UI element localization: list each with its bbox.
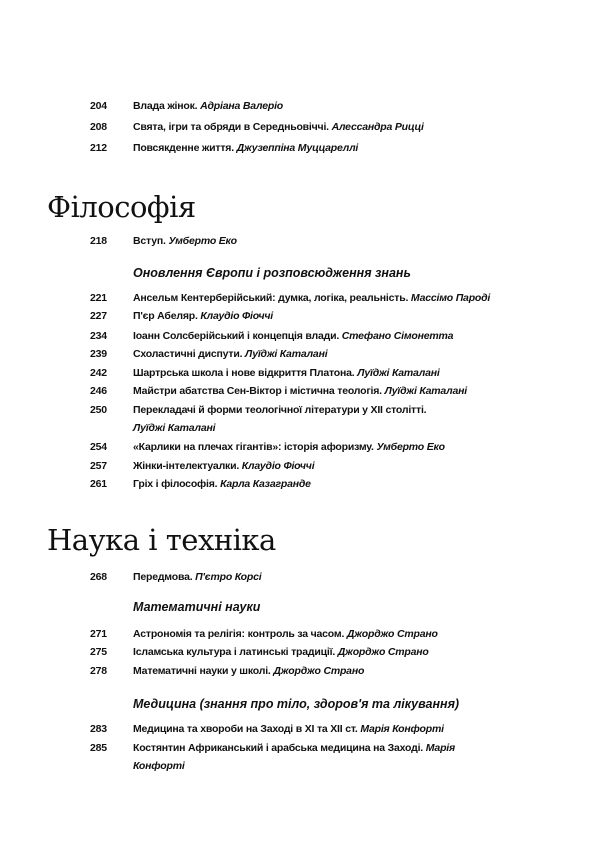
entry-title: Перекладачі й форми теологічної літератури у XII столітті. bbox=[133, 404, 427, 416]
entry-author: Адріана Валеріо bbox=[200, 100, 283, 112]
entry-author: Карла Казагранде bbox=[220, 478, 311, 490]
entry-author: Массімо Пароді bbox=[410, 292, 491, 304]
entry-author: Умберто Еко bbox=[376, 441, 445, 453]
page-number: 254 bbox=[90, 441, 107, 453]
entry-author: Стефано Сімонетта bbox=[341, 330, 454, 342]
entry-title: Медицина та хвороби на Заході в XI та XII ст. bbox=[133, 723, 358, 735]
page-number: 234 bbox=[90, 330, 107, 342]
entry-title: Жінки-інтелектуалки. bbox=[133, 460, 240, 472]
entry-title: Математичні науки у школі. bbox=[133, 665, 271, 677]
page-number: 285 bbox=[90, 742, 107, 754]
entry-title: «Карлики на плечах гігантів»: історія афоризму. bbox=[133, 441, 374, 453]
entry-author: Луїджі Каталані bbox=[245, 348, 328, 360]
entry-title: Майстри абатства Сен-Віктор і містична теологія. bbox=[133, 385, 382, 397]
entry-title: Повсякденне життя. bbox=[133, 142, 234, 154]
entry-title: Свята, ігри та обряди в Середньовіччі. bbox=[133, 121, 329, 133]
entry-title: Іоанн Солсберійський і концепція влади. bbox=[133, 330, 340, 342]
page-number: 227 bbox=[90, 310, 107, 322]
entry-title: Костянтин Африканський і арабська медицина на Заході. bbox=[133, 742, 424, 754]
entry-author: Луїджі Каталані bbox=[384, 385, 468, 397]
entry-title: Гріх і філософія. bbox=[133, 478, 218, 490]
entry-author: П'єтро Корсі bbox=[195, 571, 262, 583]
entry-title: Ансельм Кентерберійський: думка, логіка, реальність. bbox=[133, 292, 409, 304]
page-number: 283 bbox=[90, 723, 107, 735]
entry-title: Передмова. bbox=[133, 571, 193, 583]
subsection-heading: Медицина (знання про тіло, здоров'я та лікування) bbox=[133, 697, 460, 711]
page-number: 261 bbox=[90, 478, 107, 490]
entry-title: Шартрська школа і нове відкриття Платона. bbox=[133, 367, 355, 379]
entry-title: Схоластичні диспути. bbox=[133, 348, 243, 360]
entry-author: Джорджо Страно bbox=[337, 646, 429, 658]
page-number: 257 bbox=[90, 460, 107, 472]
section-heading: Філософія bbox=[47, 190, 196, 224]
entry-author: Алессандра Рицці bbox=[331, 121, 424, 133]
entry-author: Марія Конфорті bbox=[133, 742, 455, 772]
entry-author: Марія Конфорті bbox=[360, 723, 444, 735]
page-number: 221 bbox=[90, 292, 107, 304]
entry-author: Умберто Еко bbox=[168, 235, 237, 247]
entry-author: Луїджі Каталані bbox=[357, 367, 440, 379]
subsection-heading: Математичні науки bbox=[133, 600, 261, 614]
page-number: 250 bbox=[90, 404, 107, 416]
page-number: 278 bbox=[90, 665, 107, 677]
entry-title: Астрономія та релігія: контроль за часом. bbox=[133, 628, 345, 640]
entry-title: Влада жінок. bbox=[133, 100, 198, 112]
entry-author: Джузеппіна Муццареллі bbox=[236, 142, 359, 154]
page-number: 212 bbox=[90, 142, 107, 154]
entry-author: Джорджо Страно bbox=[273, 665, 365, 677]
page-number: 218 bbox=[90, 235, 107, 247]
entry-title: Вступ. bbox=[133, 235, 166, 247]
entry-author: Клаудіо Фіоччі bbox=[241, 460, 315, 472]
entry-author: Клаудіо Фіоччі bbox=[200, 310, 274, 322]
page-number: 242 bbox=[90, 367, 107, 379]
page-number: 275 bbox=[90, 646, 107, 658]
page-number: 268 bbox=[90, 571, 107, 583]
entry-title: П'єр Абеляр. bbox=[133, 310, 198, 322]
subsection-heading: Оновлення Європи і розповсюдження знань bbox=[133, 266, 411, 280]
section-heading: Наука і техніка bbox=[47, 523, 276, 557]
page-number: 208 bbox=[90, 121, 107, 133]
page-number: 271 bbox=[90, 628, 107, 640]
page-number: 246 bbox=[90, 385, 107, 397]
entry-author: Джорджо Страно bbox=[346, 628, 438, 640]
entry-title: Ісламська культура і латинські традиції. bbox=[133, 646, 336, 658]
page-number: 239 bbox=[90, 348, 107, 360]
entry-author: Луїджі Каталані bbox=[133, 422, 216, 434]
page-number: 204 bbox=[90, 100, 107, 112]
